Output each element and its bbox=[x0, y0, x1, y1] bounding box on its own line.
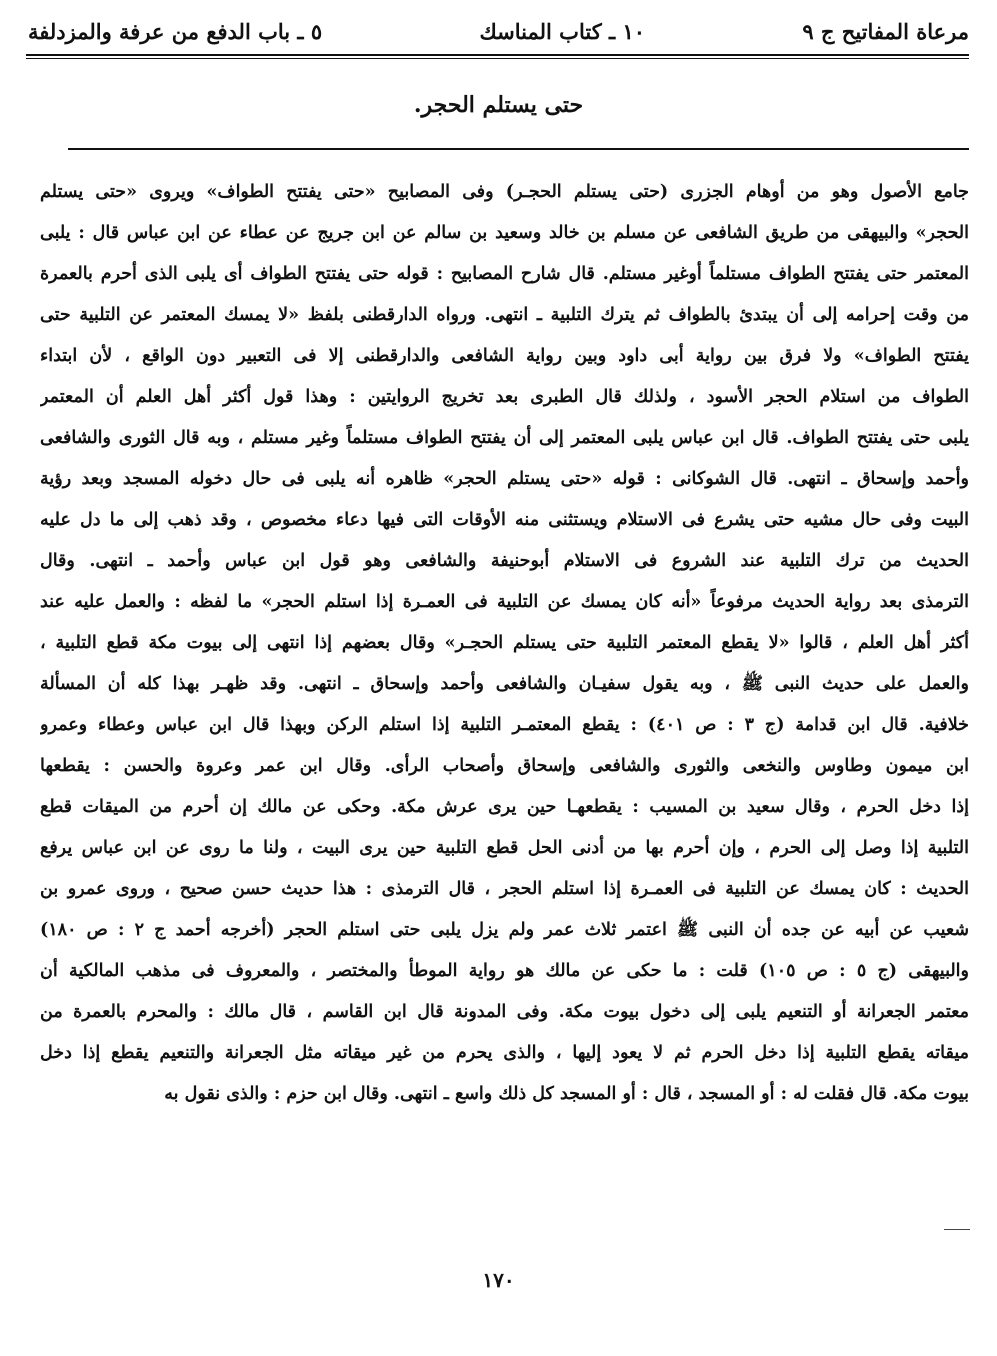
commentary-line: من وقت إحرامه إلى أن يبتدئ بالطواف ثم يترك التلبية ـ انتهى. ورواه الدارقطنى بلفظ «لا يمسك المعتمر عن التلبية حتى bbox=[40, 305, 969, 325]
commentary-line: الحديث : كان يمسك عن التلبية فى العمـرة إذا استلم الحجر ، قال الترمذى : هذا حديث حسن صحيح ، وروى عمرو بن bbox=[40, 879, 969, 899]
commentary-line: والبيهقى (ج ٥ : ص ١٠٥) قلت : ما حكى عن مالك هو رواية الموطأ والمختصر ، والمعروف فى مذهب المالكية أن bbox=[40, 961, 969, 981]
commentary-line: يلبى حتى يفتتح الطواف. قال ابن عباس يلبى المعتمر إلى أن يفتتح الطواف مستلماً وغير مستلم ، وبه قال الثورى والشافعى bbox=[40, 428, 969, 448]
hadith-text: حتى يستلم الحجر. bbox=[413, 92, 584, 118]
running-header bbox=[28, 14, 969, 48]
commentary-line: الحجر» والبيهقى من طريق الشافعى عن مسلم بن خالد وسعيد بن سالم عن ابن جريج عن عطاء عن ابن عباس قال : يلبى bbox=[40, 223, 969, 243]
text-separator bbox=[68, 148, 969, 150]
header-rule-thin bbox=[26, 58, 969, 59]
commentary-line: البيت وفى حال مشيه حتى يشرع فى الاستلام ويستثنى منه الأوقات التى فيها دعاء مخصوص ، وقد ذهب إلى ما دل عليه bbox=[40, 510, 969, 530]
commentary-line: أكثر أهل العلم ، قالوا «لا يقطع المعتمر التلبية حتى يستلم الحجـر» وقال بعضهم إذا انتهى إلى بيوت مكة قطع التلبية ، bbox=[40, 633, 969, 653]
commentary-line: بيوت مكة. قال فقلت له : أو المسجد ، قال : أو المسجد كل ذلك واسع ـ انتهى. وقال ابن حزم : والذى نقول به bbox=[164, 1084, 969, 1104]
commentary-line: الحديث من ترك التلبية عند الشروع فى الاستلام أبوحنيفة والشافعى وهو قول ابن عباس وأحمد ـ انتهى. وقال bbox=[40, 551, 969, 571]
header-bab-title: ٥ ـ باب الدفع من عرفة والمزدلفة bbox=[28, 18, 323, 44]
commentary-line: إذا دخل الحرم ، وقال سعيد بن المسيب : يقطعهـا حين يرى عرش مكة. وحكى عن مالك إن أحرم من الميقات قطع bbox=[40, 797, 969, 817]
commentary-line: شعيب عن أبيه عن جده أن النبى ﷺ اعتمر ثلاث عمر ولم يزل يلبى حتى استلم الحجر (أخرجه أحمد ج ٢ : ص ١٨٠) bbox=[40, 920, 969, 940]
commentary-line: معتمر الجعرانة أو التنعيم يلبى إلى دخول بيوت مكة. وفى المدونة قال ابن القاسم ، قال مالك : والمحرم بالعمرة من bbox=[40, 1002, 969, 1022]
header-rule bbox=[26, 54, 969, 56]
commentary-line: خلافية. قال ابن قدامة (ج ٣ : ص ٤٠١) : يقطع المعتمـر التلبية إذا استلم الركن وبهذا قال ابن عباس وعطاء وعمرو bbox=[40, 715, 969, 735]
commentary-line: ميقاته يقطع التلبية إذا دخل الحرم ثم لا يعود إليها ، والذى يحرم من غير ميقاته مثل الجعرانة والتنعيم يقطع إذا دخل bbox=[40, 1043, 969, 1063]
header-book-title: مرعاة المفاتيح ج ٩ bbox=[802, 18, 969, 44]
commentary-line: الترمذى بعد رواية الحديث مرفوعاً «أنه كان يمسك عن التلبية فى العمـرة إذا استلم الحجر» ما لفظه : والعمل عليه عند bbox=[40, 592, 969, 612]
commentary-body bbox=[40, 172, 969, 1115]
commentary-line: المعتمر حتى يفتتح الطواف مستلماً أوغير مستلم. قال شارح المصابيح : قوله حتى يفتتح الطواف أى يلبى الذى أحرم بالعمرة bbox=[40, 264, 969, 284]
commentary-line: وأحمد وإسحاق ـ انتهى. قال الشوكانى : قوله «حتى يستلم الحجر» ظاهره أنه يلبى فى حال دخوله المسجد وبعد رؤية bbox=[40, 469, 969, 489]
commentary-line: والعمل على حديث النبى ﷺ ، وبه يقول سفيـان والشافعى وأحمد وإسحاق ـ انتهى. وقد ظهـر بهذا كله أن المسألة bbox=[40, 674, 969, 694]
margin-mark bbox=[944, 1229, 970, 1230]
commentary-line: الطواف من استلام الحجر الأسود ، ولذلك قال الطبرى بعد تخريج الروايتين : وهذا قول أكثر أهل العلم أن المعتمر bbox=[40, 387, 969, 407]
page-number: ١٧٠ bbox=[482, 1268, 515, 1292]
commentary-line: ابن ميمون وطاوس والنخعى والثورى والشافعى وإسحاق وأصحاب الرأى. وقال ابن عمر وعروة والحسن : يقطعها bbox=[40, 756, 969, 776]
commentary-line: التلبية إذا وصل إلى الحرم ، وإن أحرم بها من أدنى الحل قطع التلبية حين يرى البيت ، ولنا ما روى عن ابن عباس يرفع bbox=[40, 838, 969, 858]
commentary-line: يفتتح الطواف» ولا فرق بين رواية أبى داود وبين رواية الشافعى والدارقطنى إلا فى التعبير دون الواقع ، لأن ابتداء bbox=[40, 346, 969, 366]
header-kitab-title: ١٠ ـ كتاب المناسك bbox=[479, 18, 646, 44]
commentary-line: جامع الأصول وهو من أوهام الجزرى (حتى يستلم الحجـر) وفى المصابيح «حتى يفتتح الطواف» ويروى «حتى يستلم bbox=[40, 182, 969, 202]
